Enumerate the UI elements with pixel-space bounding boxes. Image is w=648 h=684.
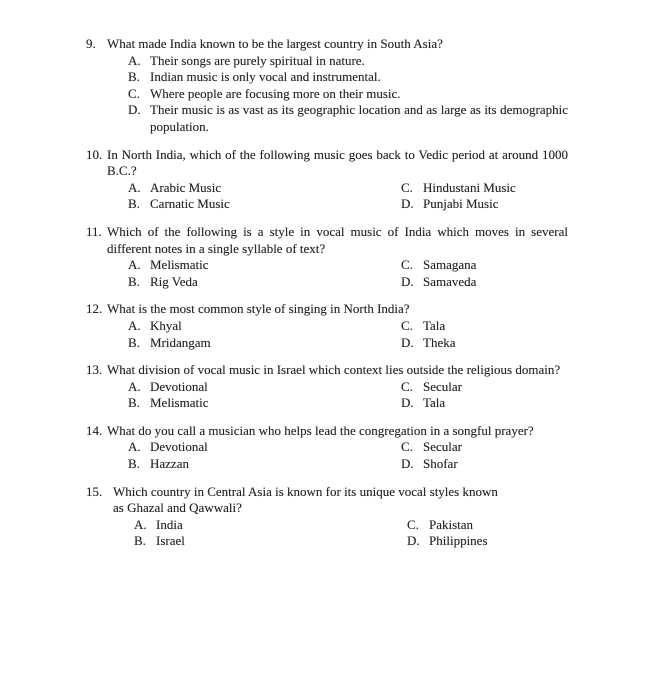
option-item [401, 395, 568, 412]
option-text: Indian music is only vocal and instrumental. [150, 69, 381, 85]
option-letter: C. [128, 85, 140, 101]
question-number: 10. [86, 146, 103, 162]
options [107, 257, 568, 290]
question-body [113, 484, 568, 550]
option-item [401, 318, 568, 335]
question-block [86, 147, 568, 213]
question-block [86, 224, 568, 290]
question-row [86, 423, 568, 473]
option-letter: D. [401, 456, 414, 472]
option-letter: D. [401, 395, 414, 411]
question-text: What made India known to be the largest country in South Asia? [107, 36, 443, 51]
option-letter: A. [128, 52, 141, 68]
question-text: What do you call a musician who helps lead the congregation in a songful prayer? [107, 422, 534, 438]
option-item [134, 517, 407, 534]
option-item [401, 439, 568, 456]
question-text: In North India, which of the following music goes back to Vedic period at around 1000 B.C.? [107, 146, 568, 179]
option-item [128, 86, 568, 103]
option-text: Devotional [150, 378, 208, 394]
option-item [407, 533, 568, 550]
question-row [86, 224, 568, 290]
option-text: Melismatic [150, 257, 209, 273]
option-item [401, 274, 568, 291]
option-item [128, 257, 401, 274]
question-text: What is the most common style of singing in North India? [107, 301, 410, 317]
option-item [128, 196, 401, 213]
option-letter: A. [134, 516, 147, 532]
question-body [107, 147, 568, 213]
question-body [107, 362, 568, 412]
option-item [128, 395, 401, 412]
option-text: Rig Veda [150, 273, 198, 289]
option-item [128, 318, 401, 335]
option-item [401, 196, 568, 213]
option-text: Israel [156, 533, 185, 549]
option-item [128, 53, 568, 70]
option-letter: B. [128, 456, 140, 472]
option-text: Philippines [429, 533, 488, 549]
question-row [86, 36, 568, 136]
question-number: 14. [86, 422, 103, 438]
question-number: 11. [86, 223, 102, 239]
option-text: Secular [423, 378, 462, 394]
option-item [128, 180, 401, 197]
option-letter: A. [128, 317, 141, 333]
option-item [128, 69, 568, 86]
option-letter: C. [401, 439, 413, 455]
options [107, 53, 568, 136]
option-letter: C. [401, 179, 413, 195]
option-item [128, 439, 401, 456]
question-text: What division of vocal music in Israel which context lies outside the religious domain? [107, 362, 561, 378]
option-text: Mridangam [150, 334, 211, 350]
option-letter: C. [407, 516, 419, 532]
option-item [128, 102, 568, 135]
option-text: Their songs are purely spiritual in nature. [150, 52, 365, 68]
option-letter: B. [128, 196, 140, 212]
option-item [128, 335, 401, 352]
option-letter: D. [401, 196, 414, 212]
option-item [401, 180, 568, 197]
option-text: Where people are focusing more on their music. [150, 85, 401, 101]
question-row [86, 362, 568, 412]
option-letter: A. [128, 257, 141, 273]
options [107, 379, 568, 412]
option-text: Samagana [423, 257, 477, 273]
option-item [128, 274, 401, 291]
question-row [86, 147, 568, 213]
question-text [113, 484, 568, 517]
option-letter: C. [401, 257, 413, 273]
option-text: Khyal [150, 317, 182, 333]
question-number: 9. [86, 36, 96, 51]
options [107, 318, 568, 351]
question-row [86, 301, 568, 351]
question-block [86, 484, 568, 550]
question-block [86, 423, 568, 473]
option-text: Arabic Music [150, 179, 222, 195]
option-letter: B. [128, 395, 140, 411]
option-text: Devotional [150, 439, 208, 455]
option-item [401, 379, 568, 396]
option-letter: A. [128, 378, 141, 394]
option-text: Samaveda [423, 273, 477, 289]
option-item [128, 456, 401, 473]
question-list [86, 36, 568, 550]
question-text-line: as Ghazal and Qawwali? [113, 500, 242, 516]
option-text: Hindustani Music [423, 179, 516, 195]
option-item [401, 335, 568, 352]
option-text: Melismatic [150, 395, 209, 411]
question-number: 15. [86, 483, 103, 499]
question-body [107, 301, 568, 351]
question-number: 12. [86, 301, 103, 317]
option-item [407, 517, 568, 534]
question-block [86, 301, 568, 351]
option-text: India [156, 516, 183, 532]
option-text: Secular [423, 439, 462, 455]
option-item [401, 456, 568, 473]
option-letter: A. [128, 179, 141, 195]
question-text-line: Which country in Central Asia is known for its unique vocal styles known [113, 483, 498, 499]
option-letter: B. [128, 69, 140, 85]
option-letter: D. [401, 334, 414, 350]
question-block [86, 36, 568, 136]
option-letter: B. [128, 273, 140, 289]
option-text: Theka [423, 334, 456, 350]
question-body [107, 423, 568, 473]
option-letter: B. [128, 334, 140, 350]
option-item [134, 533, 407, 550]
option-text: Shofar [423, 456, 458, 472]
options [107, 439, 568, 472]
question-body [107, 36, 568, 136]
option-letter: D. [128, 102, 141, 118]
option-text: Tala [423, 395, 446, 411]
option-text: Tala [423, 317, 446, 333]
option-text: Their music is as vast as its geographic location and as large as its demographic population. [150, 102, 568, 134]
option-letter: D. [401, 273, 414, 289]
question-row [86, 484, 568, 550]
question-number: 13. [86, 362, 103, 378]
option-letter: B. [134, 533, 146, 549]
question-text: Which of the following is a style in vocal music of India which moves in several different notes in a single syllable of text? [107, 223, 568, 256]
options [113, 517, 568, 550]
option-letter: D. [407, 533, 420, 549]
options [107, 180, 568, 213]
question-body [107, 224, 568, 290]
option-letter: A. [128, 439, 141, 455]
option-text: Pakistan [429, 516, 474, 532]
option-letter: C. [401, 317, 413, 333]
option-letter: C. [401, 378, 413, 394]
question-block [86, 362, 568, 412]
option-item [401, 257, 568, 274]
option-text: Carnatic Music [150, 196, 230, 212]
option-item [128, 379, 401, 396]
option-text: Hazzan [150, 456, 189, 472]
option-text: Punjabi Music [423, 196, 499, 212]
